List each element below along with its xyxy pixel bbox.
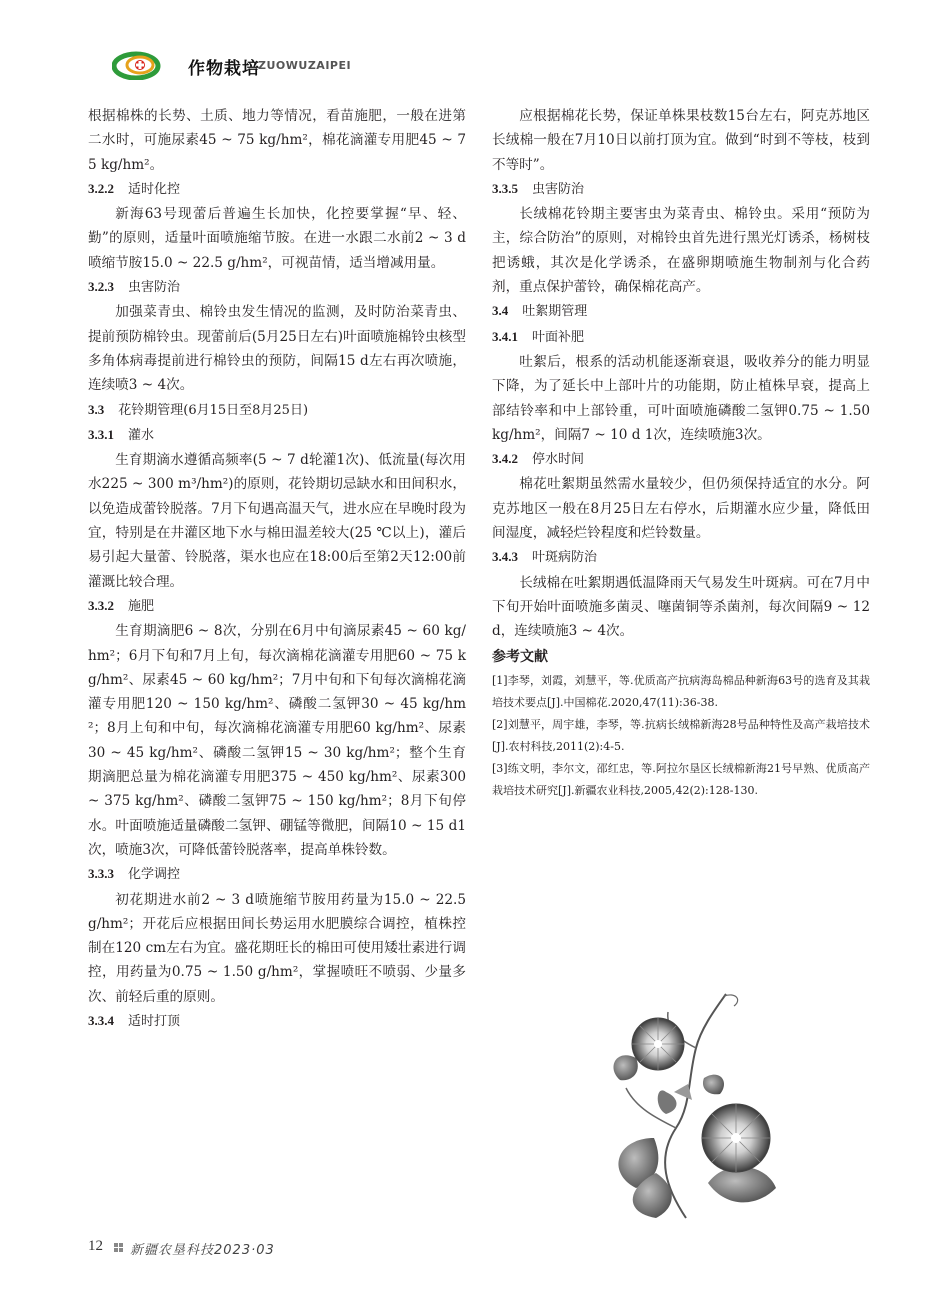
- reference-item: [2]刘慧平，周宇雄，李琴，等.抗病长绒棉新海28号品种特性及高产栽培技术[J].农村科技,2011(2):4-5.: [492, 717, 870, 753]
- issue-number: 2023·03: [214, 1243, 275, 1258]
- journal-name: 新疆农垦科技: [130, 1243, 215, 1258]
- section-heading: [88, 1009, 466, 1034]
- page-header: [112, 46, 892, 86]
- section-number: 3.3.1: [88, 426, 114, 442]
- references-title: 参考文献: [492, 648, 548, 665]
- footer-marks-icon: [114, 1243, 128, 1253]
- section-heading: [88, 177, 466, 202]
- section-heading: [88, 594, 466, 619]
- reference-item: [3]练文明，李尔文，邵红忠，等.阿拉尔垦区长绒棉新海21号早熟、优质高产栽培技术研究[J].新疆农业科技,2005,42(2):128-130.: [492, 761, 870, 797]
- section-heading-text: 适时化控: [128, 181, 181, 197]
- section-heading-text: 适时打顶: [128, 1013, 181, 1029]
- section-number: 3.3.5: [492, 180, 518, 196]
- section-heading: [492, 325, 870, 350]
- section-heading: [88, 398, 466, 423]
- section-heading-text: 施肥: [128, 598, 155, 614]
- body-paragraph: 初花期进水前2 ~ 3 d喷施缩节胺用药量为15.0 ~ 22.5 g/hm²；开花后应根据田间长势运用水肥膜综合调控，植株控制在120 cm左右为宜。盛花期旺长的棉田可使用矮壮素进行调控，用药量为0.75 ~ 1.50 g/hm²，掌握喷旺不喷弱、少量多次、前轻后重的原则。: [88, 891, 466, 1005]
- section-number: 3.4.2: [492, 451, 518, 467]
- section-title: 作物栽培: [188, 59, 260, 79]
- references: [492, 644, 870, 802]
- section-heading-text: 虫害防治: [532, 181, 585, 197]
- section-heading-text: 停水时间: [532, 452, 585, 468]
- section-heading: [492, 177, 870, 202]
- section-number: 3.2.2: [88, 180, 114, 196]
- section-heading: [492, 447, 870, 472]
- left-column: [88, 104, 466, 1034]
- body-paragraph: 吐絮后，根系的活动机能逐渐衰退，吸收养分的能力明显下降，为了延长中上部叶片的功能期，防止植株早衰，提高上部结铃率和中上部铃重，可叶面喷施磷酸二氢钾0.75 ~ 1.50 kg/hm²，间隔7 ~ 10 d 1次，连续喷施3次。: [492, 353, 870, 443]
- section-number: 3.3.3: [88, 866, 114, 882]
- body-paragraph: 生育期滴水遵循高频率(5 ~ 7 d轮灌1次)、低流量(每次用水225 ~ 300 m³/hm²)的原则，花铃期切忌缺水和田间积水，以免造成蕾铃脱落。7月下旬遇高温天气，进水应在早晚时段为宜，特别是在井灌区地下水与棉田温差较大(25 ℃以上)，灌后易引起大量蕾、铃脱落，渠水也应在18:00后至第2天12:00前灌溉比较合理。: [88, 452, 466, 590]
- section-heading: [88, 275, 466, 300]
- reference-item: [1]李琴，刘霞，刘慧平，等.优质高产抗病海岛棉品种新海63号的选育及其栽培技术要点[J].中国棉花.2020,47(11):36-38.: [492, 673, 870, 709]
- section-heading: [88, 423, 466, 448]
- section-heading-text: 灌水: [128, 427, 155, 443]
- section-number: 3.4.1: [492, 328, 518, 344]
- section-number: 3.3.2: [88, 597, 114, 613]
- section-heading-text: 叶斑病防治: [532, 550, 598, 566]
- body-paragraph: 生育期滴肥6 ~ 8次，分别在6月中旬滴尿素45 ~ 60 kg/hm²；6月下旬和7月上旬，每次滴棉花滴灌专用肥60 ~ 75 kg/hm²、尿素45 ~ 60 kg/hm²；7月中旬和下旬每次滴棉花滴灌专用肥120 ~ 150 kg/hm²、磷酸二氢钾30 ~ 45 kg/hm²；8月上旬和中旬，每次滴棉花滴灌专用肥60 kg/hm²、尿素30 ~ 45 kg/hm²、磷酸二氢钾15 ~ 30 kg/hm²；整个生育期滴肥总量为棉花滴灌专用肥375 ~ 450 kg/hm²、尿素300 ~ 375 kg/hm²、磷酸二氢钾75 ~ 150 kg/hm²；8月下旬停水。叶面喷施适量磷酸二氢钾、硼锰等微肥，间隔10 ~ 15 d1次，喷施3次，可降低蕾铃脱落率，提高单株铃数。: [88, 623, 466, 858]
- section-heading-text: 花铃期管理(6月15日至8月25日): [118, 402, 309, 418]
- right-column: [492, 104, 870, 802]
- section-number: 3.4.3: [492, 549, 518, 565]
- body-paragraph: 长绒棉在吐絮期遇低温降雨天气易发生叶斑病。可在7月中下旬开始叶面喷施多菌灵、噻菌铜等杀菌剂，每次间隔9 ~ 12 d，连续喷施3 ~ 4次。: [492, 574, 870, 640]
- section-latin: ZUOWUZAIPEI: [258, 59, 352, 72]
- section-heading-text: 叶面补肥: [532, 329, 585, 345]
- body-paragraph: 长绒棉花铃期主要害虫为菜青虫、棉铃虫。采用“预防为主，综合防治”的原则，对棉铃虫首先进行黑光灯诱杀，杨树枝把诱蛾，其次是化学诱杀，在盛卵期喷施生物制剂与化合药剂，重点保护蕾铃，确保棉花高产。: [492, 206, 870, 296]
- section-number: 3.3.4: [88, 1012, 114, 1028]
- section-heading: [492, 299, 870, 324]
- morning-glory-illustration: [596, 988, 792, 1220]
- section-heading: [88, 862, 466, 887]
- section-heading-text: 吐絮期管理: [522, 304, 588, 320]
- body-paragraph: 应根据棉花长势，保证单株果枝数15台左右，阿克苏地区长绒棉一般在7月10日以前打顶为宜。做到“时到不等枝，枝到不等时”。: [492, 108, 870, 173]
- journal-issue: [130, 1239, 275, 1258]
- body-paragraph: 新海63号现蕾后普遍生长加快，化控要掌握“早、轻、勤”的原则，适量叶面喷施缩节胺。在进一水跟二水前2 ~ 3 d喷缩节胺15.0 ~ 22.5 g/hm²，可视苗情，适当增减用量。: [88, 206, 466, 271]
- section-number: 3.4: [492, 303, 509, 319]
- body-paragraph: 棉花吐絮期虽然需水量较少，但仍须保持适宜的水分。阿克苏地区一般在8月25日左右停水，后期灌水应少量，降低田间湿度，减轻烂铃程度和烂铃数量。: [492, 476, 870, 542]
- section-number: 3.2.3: [88, 279, 114, 295]
- section-number: 3.3: [88, 401, 105, 417]
- section-heading-text: 虫害防治: [128, 280, 181, 296]
- right-column-body: [492, 104, 870, 644]
- references-list: [492, 670, 870, 802]
- body-paragraph: 加强菜青虫、棉铃虫发生情况的监测，及时防治菜青虫、提前预防棉铃虫。现蕾前后(5月25日左右)叶面喷施棉铃虫核型多角体病毒提前进行棉铃虫的预防，间隔15 d左右再次喷施，连续喷3 ~ 4次。: [88, 304, 466, 394]
- journal-logo-icon: [112, 50, 164, 80]
- section-heading-text: 化学调控: [128, 867, 181, 883]
- body-paragraph: 根据棉株的长势、土质、地力等情况，看苗施肥，一般在进第二水时，可施尿素45 ~ 75 kg/hm²，棉花滴灌专用肥45 ~ 75 kg/hm²。: [88, 108, 466, 173]
- section-heading: [492, 545, 870, 570]
- page-footer: [88, 1238, 488, 1258]
- page-number: 12: [88, 1238, 103, 1254]
